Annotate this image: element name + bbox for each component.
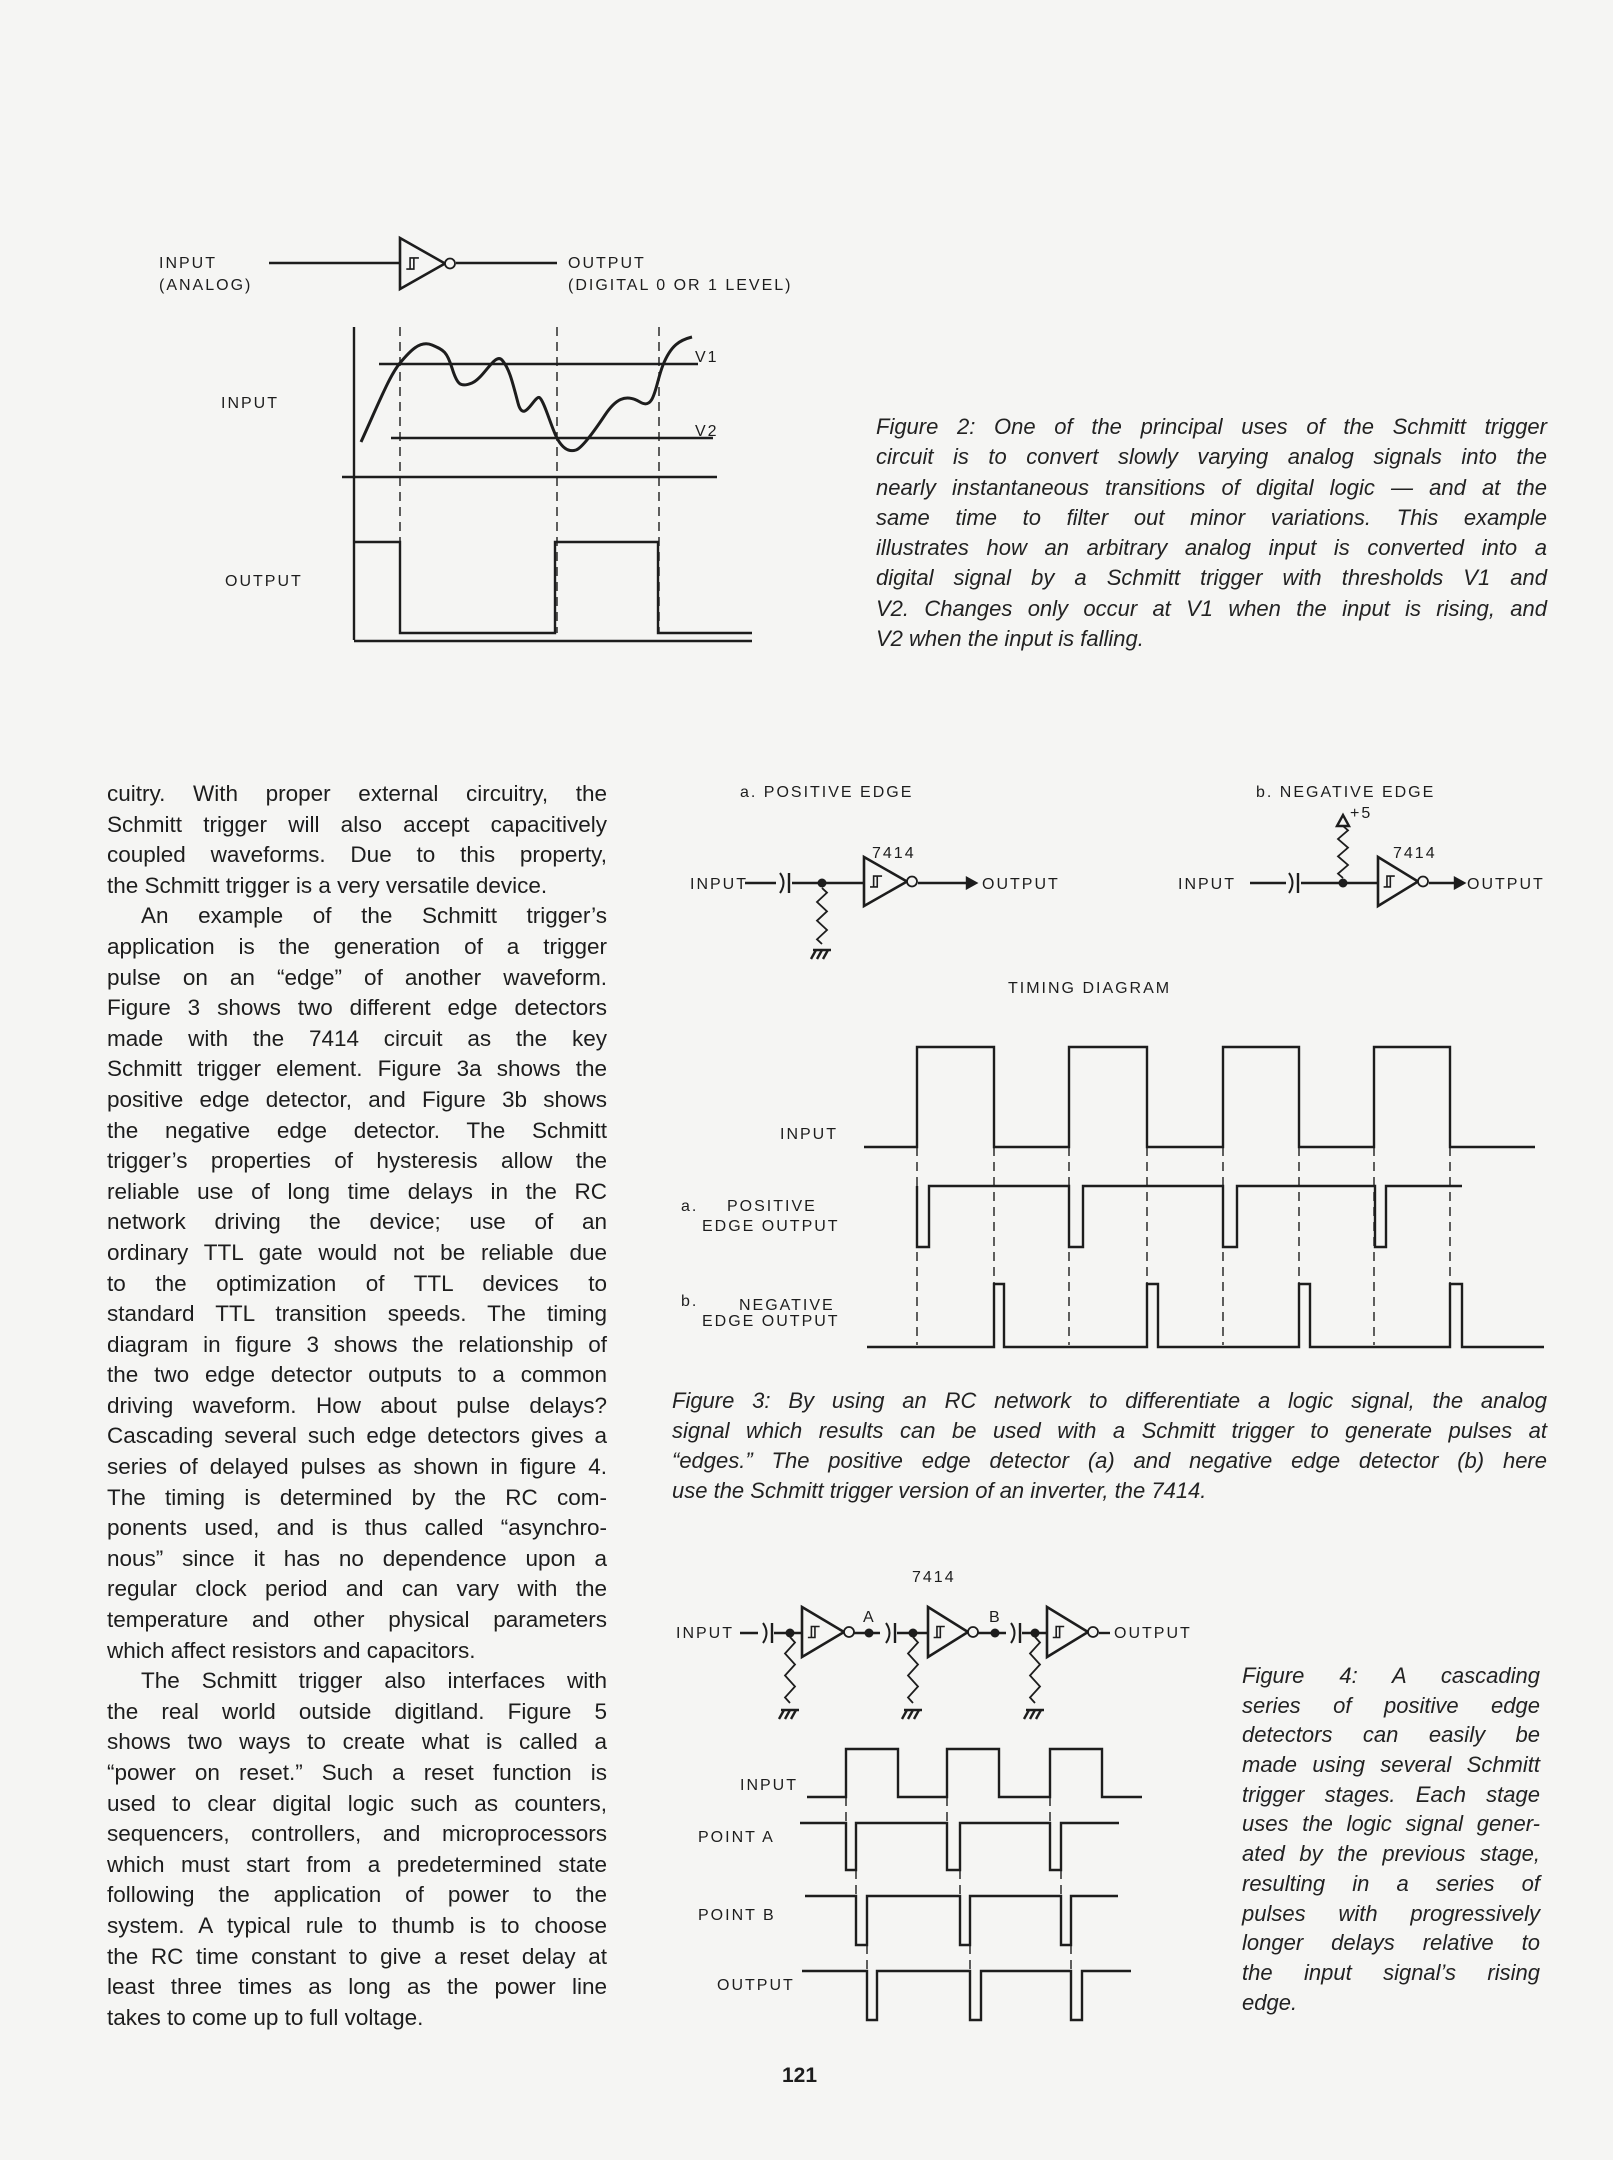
junction-dot — [1031, 1629, 1040, 1638]
body-text-line: trigger’s properties of hysteresis allow the — [107, 1148, 607, 1174]
body-text-line: diagram in figure 3 shows the relationship of — [107, 1331, 607, 1357]
ground-icon — [1030, 1710, 1035, 1719]
inverter-bubble-icon — [907, 877, 917, 887]
capacitor-icon — [1289, 873, 1293, 893]
body-text-line: cuitry. With proper external circuitry, the — [107, 781, 607, 806]
caption-line: illustrates how an arbitrary analog input is converted into a — [876, 535, 1547, 561]
fig4-node-a: A — [863, 1609, 876, 1626]
inverter-bubble-icon — [1088, 1627, 1098, 1637]
caption-line: trigger stages. Each stage — [1242, 1781, 1540, 1807]
body-text-line: Schmitt trigger will also accept capacitively — [107, 811, 607, 837]
capacitor-icon — [763, 1623, 767, 1643]
resistor-icon — [1338, 826, 1348, 878]
fig3-row-a-letter: a. — [681, 1198, 699, 1215]
fig4-output: OUTPUT — [1114, 1625, 1192, 1642]
fig2-schmitt-inverter-icon — [400, 238, 445, 289]
fig3-positive-edge-output-waveform — [917, 1186, 1462, 1247]
fig4-point-b-waveform — [805, 1896, 1118, 1945]
fig4-row-output: OUTPUT — [717, 1977, 795, 1994]
fig3a-schmitt-inverter-icon — [864, 857, 907, 906]
body-text-line: the two edge detector outputs to a common — [107, 1362, 607, 1388]
fig4-input-waveform — [807, 1749, 1142, 1797]
hysteresis-icon — [1384, 876, 1395, 887]
capacitor-icon — [886, 1623, 890, 1643]
body-text-line: following the application of power to the — [107, 1882, 607, 1908]
inverter-bubble-icon — [1418, 877, 1428, 887]
fig3-b-chip: 7414 — [1393, 845, 1437, 862]
body-text-line: the RC time constant to give a reset delay at — [107, 1943, 607, 1969]
figure-2-caption — [876, 412, 1547, 654]
capacitor-icon — [1011, 1623, 1015, 1643]
fig4-node-b: B — [989, 1609, 1002, 1626]
body-text-line: Schmitt trigger element. Figure 3a shows the — [107, 1056, 607, 1082]
fig3-a-chip: 7414 — [872, 845, 916, 862]
inverter-bubble-icon — [844, 1627, 854, 1637]
fig3-a-input: INPUT — [690, 876, 748, 893]
body-text-line: sequencers, controllers, and microprocessors — [107, 1821, 607, 1847]
resistor-icon — [1030, 1637, 1040, 1703]
body-text-line: network driving the device; use of an — [107, 1209, 607, 1235]
body-text-line: made with the 7414 circuit as the key — [107, 1025, 607, 1051]
fig3-row-b-letter: b. — [681, 1293, 699, 1310]
ground-icon — [791, 1710, 796, 1719]
caption-line: made using several Schmitt — [1242, 1752, 1540, 1778]
body-text-line: temperature and other physical parameters — [107, 1607, 607, 1633]
arrow-icon — [1455, 878, 1464, 888]
fig4-output-waveform — [802, 1971, 1131, 2020]
inverter-bubble-icon — [968, 1627, 978, 1637]
body-text-line: shows two ways to create what is called a — [107, 1729, 607, 1755]
body-text-line: least three times as long as the power line — [107, 1974, 607, 2000]
caption-line: the input signal’s rising — [1242, 1959, 1540, 1985]
caption-line: longer delays relative to — [1242, 1930, 1540, 1956]
body-text-line: positive edge detector, and Figure 3b shows — [107, 1086, 607, 1112]
fig3-b-input: INPUT — [1178, 876, 1236, 893]
ground-icon — [811, 950, 816, 959]
capacitor-icon — [780, 873, 784, 893]
fig3-b-title: b. NEGATIVE EDGE — [1256, 784, 1436, 801]
fig3-a-output: OUTPUT — [982, 876, 1060, 893]
caption-line: signal which results can be used with a Schmitt trigger to generate pulses at — [672, 1418, 1547, 1443]
body-text-line: which must start from a predetermined state — [107, 1851, 607, 1877]
fig3-b-output: OUTPUT — [1467, 876, 1545, 893]
fig2-input-label: INPUT — [159, 255, 217, 272]
ground-icon — [785, 1710, 790, 1719]
fig4-stage2-schmitt-inverter-icon — [928, 1607, 968, 1657]
fig2-digital-output-waveform — [354, 542, 752, 633]
fig4-chip: 7414 — [912, 1569, 956, 1586]
fig4-row-input: INPUT — [740, 1777, 798, 1794]
resistor-icon — [908, 1637, 918, 1703]
caption-line: “edges.” The positive edge detector (a) and negative edge detector (b) here — [672, 1448, 1547, 1473]
junction-dot — [786, 1629, 795, 1638]
junction-dot — [991, 1629, 1000, 1638]
body-text-line: nous” since it has no dependence upon a — [107, 1545, 607, 1571]
caption-line: Figure 3: By using an RC network to differentiate a logic signal, the analog — [672, 1388, 1547, 1413]
body-text-line: which affect resistors and capacitors. — [107, 1637, 476, 1663]
body-text-line: ordinary TTL gate would not be reliable due — [107, 1239, 607, 1265]
fig3-row-a-label: POSITIVE — [727, 1198, 817, 1215]
body-text-line: An example of the Schmitt trigger’s — [141, 903, 607, 929]
caption-line: nearly instantaneous transitions of digital logic — and at the — [876, 474, 1547, 500]
caption-line: ated by the previous stage, — [1242, 1841, 1540, 1867]
body-text-line: to the optimization of TTL devices to — [107, 1270, 607, 1296]
body-text-line: takes to come up to full voltage. — [107, 2004, 424, 2030]
body-text-line: coupled waveforms. Due to this property, — [107, 842, 607, 868]
body-text-line: the Schmitt trigger is a very versatile device. — [107, 872, 548, 898]
fig2-output-label-digital: (DIGITAL 0 OR 1 LEVEL) — [568, 277, 793, 294]
fig3b-schmitt-inverter-icon — [1378, 857, 1418, 906]
body-text-line: “power on reset.” Such a reset function is — [107, 1760, 607, 1785]
fig2-row-input: INPUT — [221, 395, 279, 412]
body-text-line: ponents used, and is thus called “asynchro- — [107, 1515, 607, 1541]
body-text-column — [107, 779, 607, 2033]
body-text-line: used to clear digital logic such as counters, — [107, 1790, 607, 1816]
fig2-analog-input-waveform — [361, 337, 692, 451]
body-text-line: system. A typical rule to thumb is to choose — [107, 1912, 607, 1938]
fig4-row-b: POINT B — [698, 1907, 776, 1924]
caption-line: use the Schmitt trigger version of an inverter, the 7414. — [672, 1478, 1207, 1503]
fig4-point-a-waveform — [800, 1823, 1119, 1870]
hysteresis-icon — [1053, 1627, 1064, 1638]
fig2-v1-label: V1 — [695, 349, 719, 366]
caption-line: digital signal by a Schmitt trigger with thresholds V1 and — [876, 565, 1547, 591]
fig4-stage1-schmitt-inverter-icon — [802, 1607, 844, 1657]
caption-line: circuit is to convert slowly varying analog signals into the — [876, 444, 1547, 470]
hysteresis-icon — [870, 876, 882, 887]
ground-icon — [902, 1710, 907, 1719]
ground-icon — [1036, 1710, 1041, 1719]
fig3-a-title: a. POSITIVE EDGE — [740, 784, 914, 801]
fig4-input: INPUT — [676, 1625, 734, 1642]
body-text-line: Figure 3 shows two different edge detectors — [107, 995, 607, 1021]
caption-line: uses the logic signal gener- — [1242, 1811, 1540, 1837]
fig2-v2-label: V2 — [695, 423, 719, 440]
ground-icon — [1024, 1710, 1029, 1719]
caption-line: edge. — [1242, 1989, 1298, 2015]
caption-line: resulting in a series of — [1242, 1870, 1540, 1896]
arrow-icon — [967, 878, 976, 888]
fig3-row-input: INPUT — [780, 1126, 838, 1143]
ground-icon — [823, 950, 828, 959]
caption-line: Figure 4: A cascading — [1242, 1663, 1540, 1688]
body-text-line: the negative edge detector. The Schmitt — [107, 1117, 607, 1143]
body-text-line: the real world outside digitland. Figure 5 — [107, 1698, 607, 1724]
fig3-timing-title: TIMING DIAGRAM — [1008, 980, 1172, 997]
caption-line: Figure 2: One of the principal uses of the Schmitt trigger — [876, 414, 1547, 439]
figure-3-caption — [672, 1386, 1547, 1506]
inverter-bubble-icon — [445, 259, 455, 269]
body-text-line: pulse on an “edge” of another waveform. — [107, 964, 607, 990]
fig2-input-label-analog: (ANALOG) — [159, 277, 253, 294]
fig3-row-a-label-2: EDGE OUTPUT — [702, 1218, 840, 1235]
ground-icon — [908, 1710, 913, 1719]
fig2-row-output: OUTPUT — [225, 573, 303, 590]
caption-line: same time to filter out minor variations. This example — [876, 504, 1547, 530]
ground-icon — [914, 1710, 919, 1719]
body-text-line: reliable use of long time delays in the RC — [107, 1178, 607, 1204]
figure-4-caption — [1242, 1661, 1540, 2017]
hysteresis-icon — [406, 258, 419, 269]
fig3-row-b-label: NEGATIVE — [739, 1297, 835, 1314]
junction-dot — [818, 879, 827, 888]
caption-line: detectors can easily be — [1242, 1722, 1540, 1748]
fig2-output-label: OUTPUT — [568, 255, 646, 272]
caption-line: series of positive edge — [1242, 1692, 1540, 1718]
resistor-icon — [785, 1637, 795, 1703]
fig3-negative-edge-output-waveform — [867, 1284, 1544, 1347]
hysteresis-icon — [808, 1627, 820, 1638]
junction-dot — [865, 1629, 874, 1638]
body-text-line: series of delayed pulses as shown in figure 4. — [107, 1454, 607, 1480]
fig3-input-waveform — [864, 1047, 1535, 1147]
caption-line: V2 when the input is falling. — [876, 626, 1144, 652]
junction-dot — [1339, 879, 1348, 888]
fig3-row-b-label-2: EDGE OUTPUT — [702, 1313, 840, 1330]
ground-icon — [817, 950, 822, 959]
body-text-line: application is the generation of a trigger — [107, 933, 607, 959]
fig3-supply-label: +5 — [1350, 805, 1373, 822]
body-text-line: The timing is determined by the RC com- — [107, 1484, 607, 1510]
caption-line: V2. Changes only occur at V1 when the input is rising, and — [876, 595, 1547, 621]
hysteresis-icon — [934, 1627, 945, 1638]
page-number: 121 — [782, 2064, 818, 2087]
caption-line: pulses with progressively — [1242, 1900, 1540, 1926]
supply-triangle-icon — [1337, 815, 1349, 826]
junction-dot — [909, 1629, 918, 1638]
fig4-row-a: POINT A — [698, 1829, 775, 1846]
body-text-line: regular clock period and can vary with the — [107, 1576, 607, 1602]
resistor-icon — [817, 888, 827, 944]
body-text-line: standard TTL transition speeds. The timing — [107, 1301, 607, 1327]
ground-icon — [779, 1710, 784, 1719]
body-text-line: Cascading several such edge detectors gives a — [107, 1423, 607, 1449]
body-text-line: driving waveform. How about pulse delays? — [107, 1392, 607, 1418]
body-text-line: The Schmitt trigger also interfaces with — [141, 1668, 607, 1694]
fig4-stage3-schmitt-inverter-icon — [1047, 1607, 1088, 1657]
